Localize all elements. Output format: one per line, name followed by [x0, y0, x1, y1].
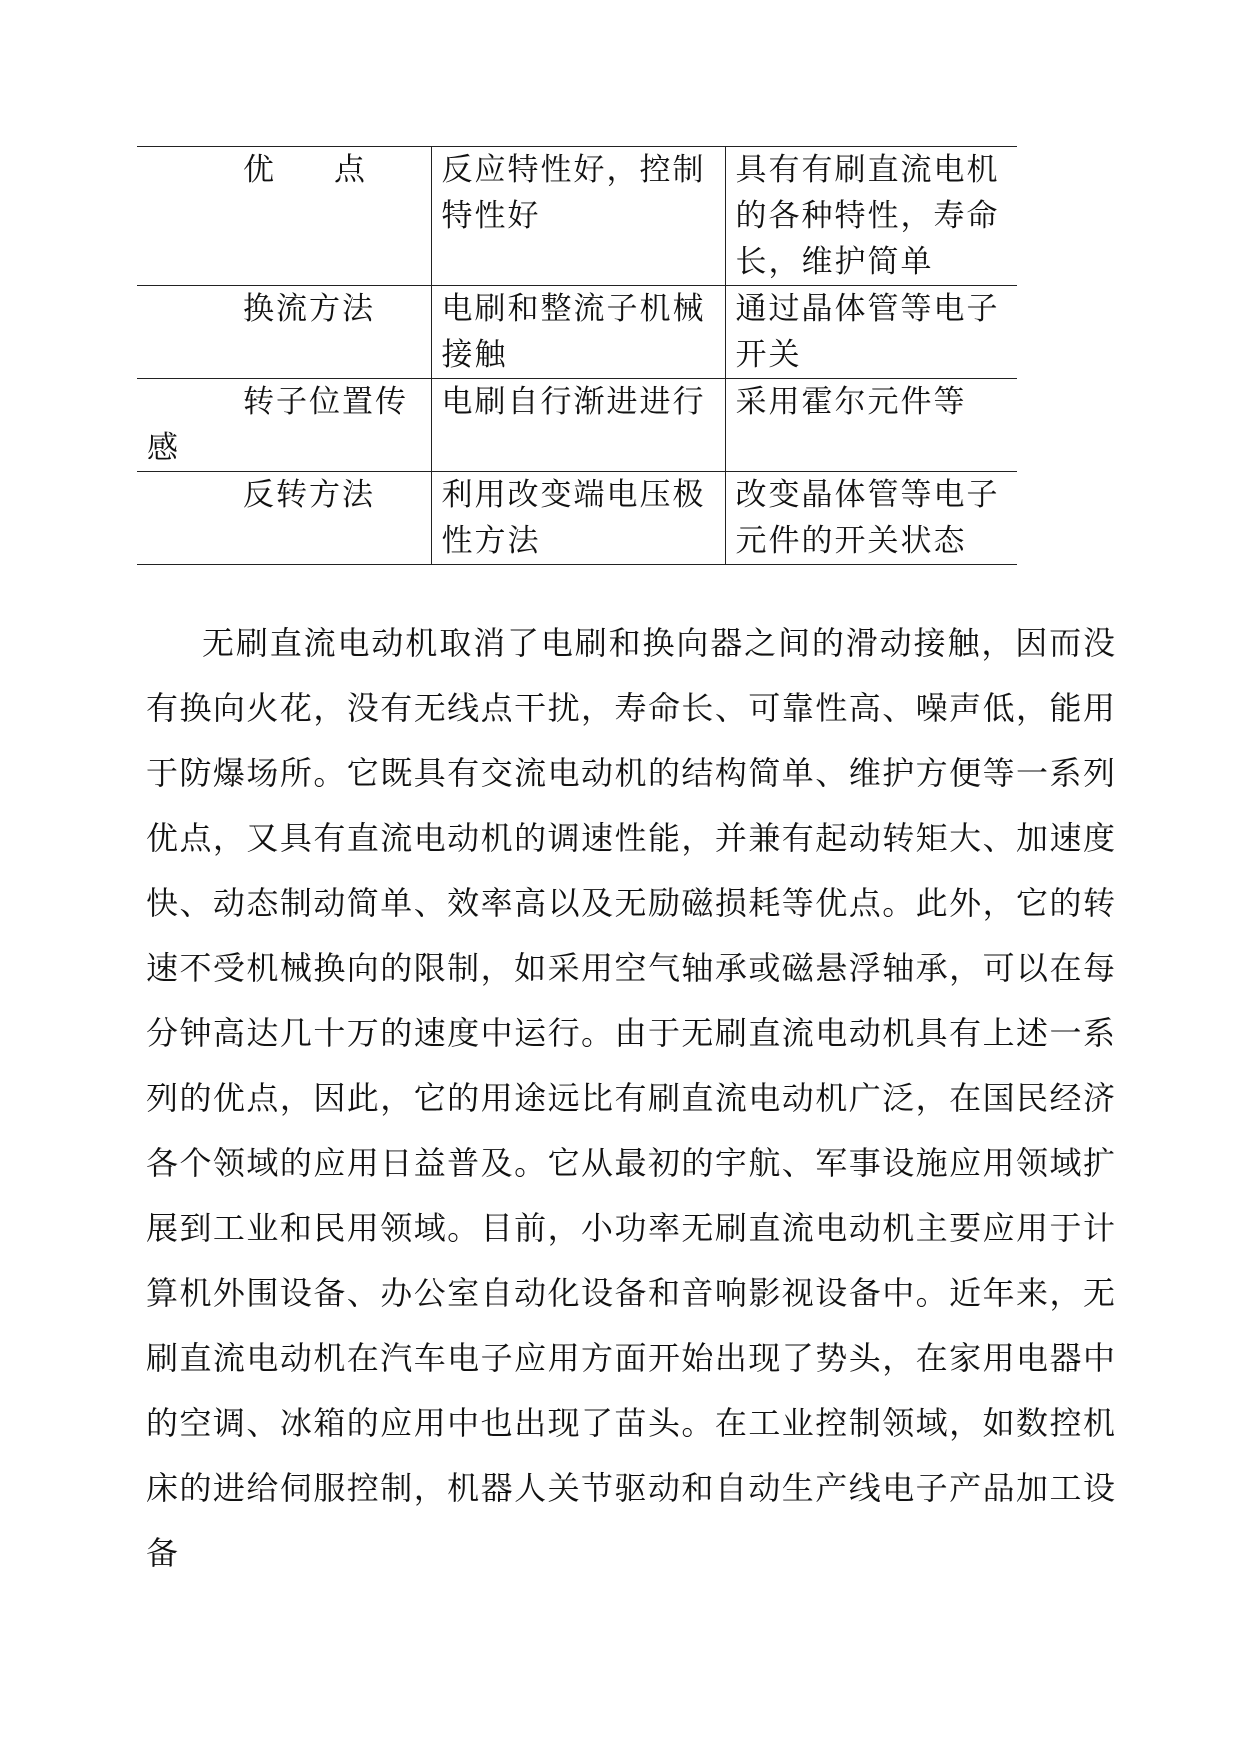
table-cell: 采用霍尔元件等	[725, 379, 1017, 472]
table-row	[137, 379, 1017, 472]
table-row	[137, 147, 1017, 286]
table-cell: 电刷自行渐进进行	[431, 379, 725, 472]
row-header-char: 优	[243, 152, 274, 188]
table-row	[137, 286, 1017, 379]
table-cell: 反应特性好，控制特性好	[431, 147, 725, 286]
comparison-table	[137, 146, 1017, 565]
table-row	[137, 472, 1017, 565]
table-cell: 通过晶体管等电子开关	[725, 286, 1017, 379]
table-cell: 利用改变端电压极性方法	[431, 472, 725, 565]
row-header	[137, 147, 431, 286]
table-cell: 具有有刷直流电机的各种特性，寿命长，维护简单	[725, 147, 1017, 286]
row-header: 反转方法	[137, 472, 431, 565]
row-header-char: 点	[334, 152, 365, 188]
row-header: 转子位置传感	[137, 379, 431, 472]
row-header: 换流方法	[137, 286, 431, 379]
table-cell: 电刷和整流子机械接触	[431, 286, 725, 379]
body-paragraph: 无刷直流电动机取消了电刷和换向器之间的滑动接触，因而没有换向火花，没有无线点干扰，寿命长、可靠性高、噪声低，能用于防爆场所。它既具有交流电动机的结构简单、维护方便等一系列优点，又具有直流电动机的调速性能，并兼有起动转矩大、加速度快、动态制动简单、效率高以及无励磁损耗等优点。此外，它的转速不受机械换向的限制，如采用空气轴承或磁悬浮轴承，可以在每分钟高达几十万的速度中运行。由于无刷直流电动机具有上述一系列的优点，因此，它的用途远比有刷直流电动机广泛，在国民经济各个领域的应用日益普及。它从最初的宇航、军事设施应用领域扩展到工业和民用领域。目前，小功率无刷直流电动机主要应用于计算机外围设备、办公室自动化设备和音响影视设备中。近年来，无刷直流电动机在汽车电子应用方面开始出现了势头，在家用电器中的空调、冰箱的应用中也出现了苗头。在工业控制领域，如数控机床的进给伺服控制，机器人关节驱动和自动生产线电子产品加工设备	[146, 624, 1116, 1572]
table-cell: 改变晶体管等电子元件的开关状态	[725, 472, 1017, 565]
